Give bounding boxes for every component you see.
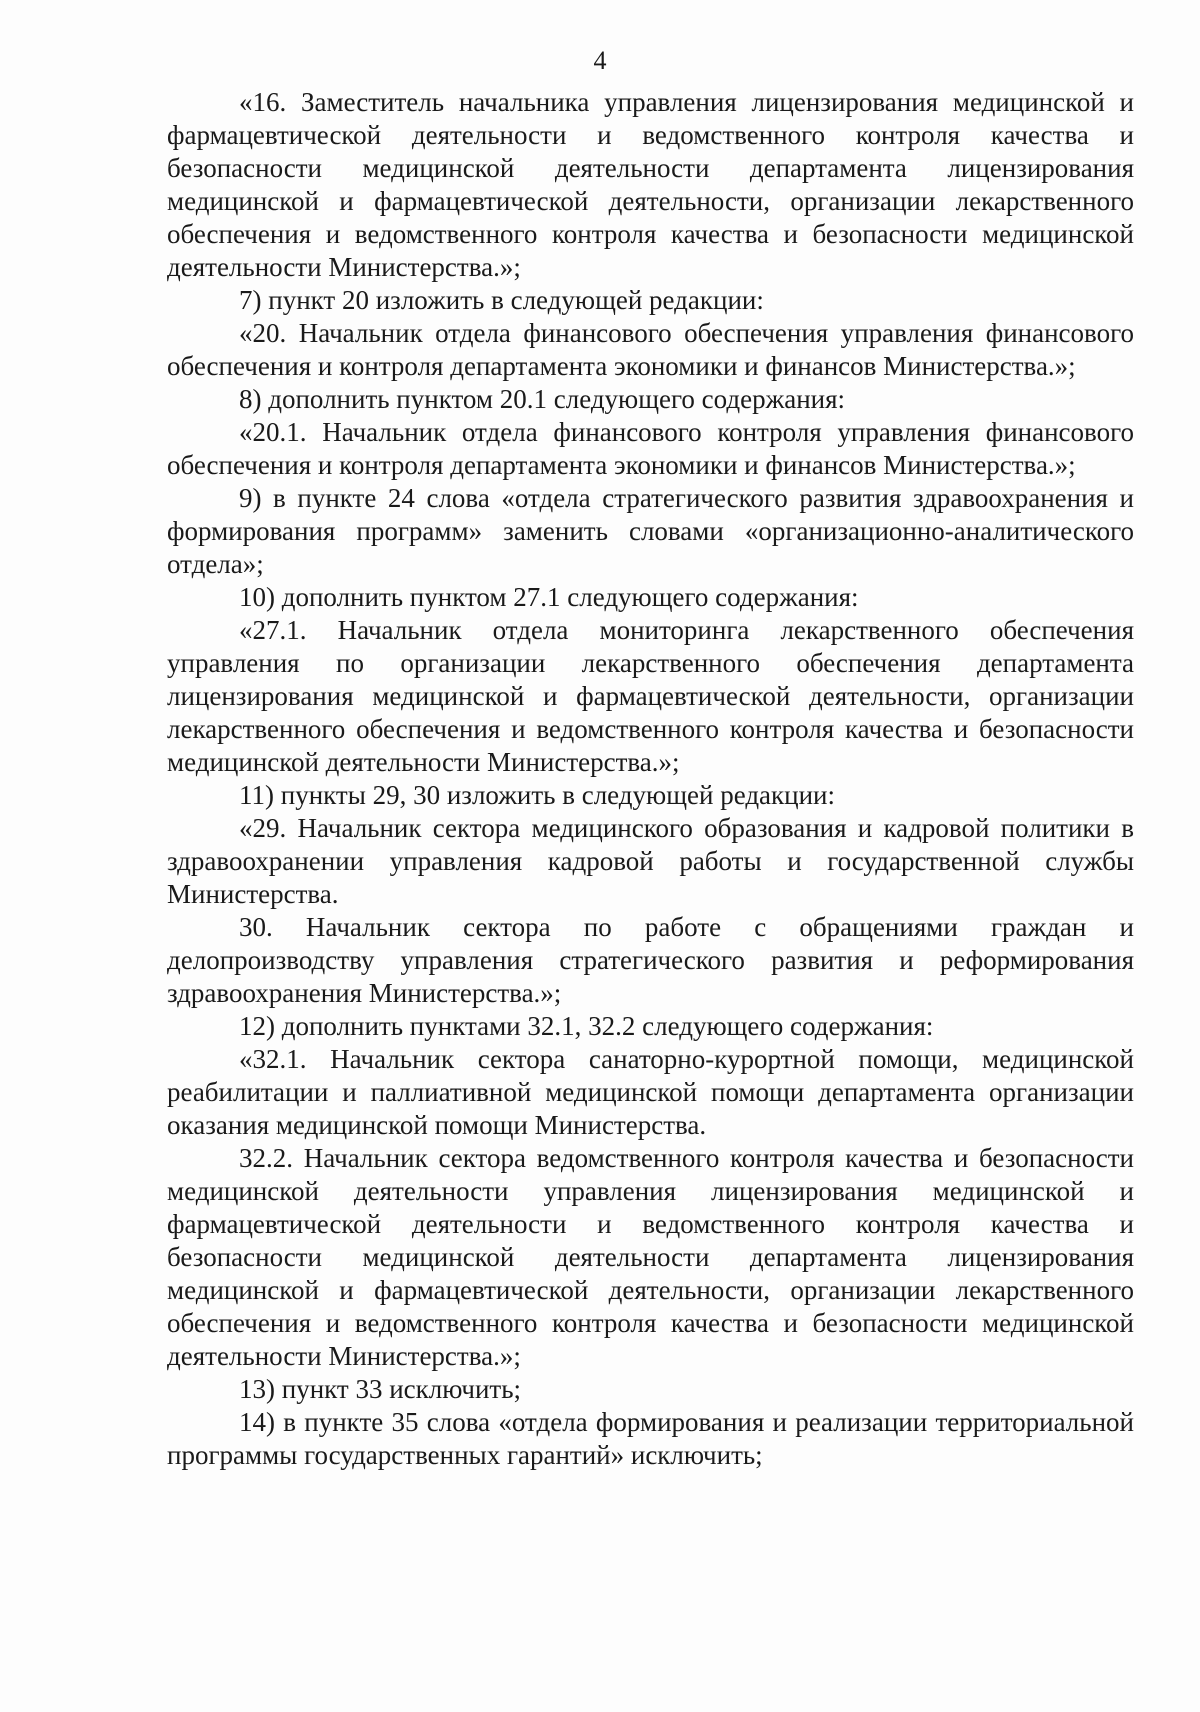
paragraph-subitem-13: 13) пункт 33 исключить; <box>239 1374 522 1404</box>
paragraph-item-32-1: «32.1. Начальник сектора санаторно-курортной помощи, медицинской реабилитации и паллиативной медицинской помощи департамента организации оказания медицинской помощи Министерства. <box>167 1044 1134 1140</box>
paragraph-subitem-7: 7) пункт 20 изложить в следующей редакции: <box>239 285 764 315</box>
paragraph-item-32-2: 32.2. Начальник сектора ведомственного контроля качества и безопасности медицинской деятельности управления лицензирования медицинской и фармацевтической деятельности и ведомственного контроля качества и безопасности медицинской деятельности департамента лицензирования медицинской и фармацевтической деятельности, организации лекарственного обеспечения и ведомственного контроля качества и безопасности медицинской деятельности Министерства.»; <box>167 1143 1134 1371</box>
paragraph-subitem-12: 12) дополнить пунктами 32.1, 32.2 следующего содержания: <box>239 1011 934 1041</box>
page-number: 4 <box>593 46 607 75</box>
paragraph-subitem-10: 10) дополнить пунктом 27.1 следующего содержания: <box>239 582 859 612</box>
paragraph-item-30: 30. Начальник сектора по работе с обращениями граждан и делопроизводству управления стратегического развития и реформирования здравоохранения Министерства.»; <box>167 912 1134 1008</box>
paragraph-subitem-11: 11) пункты 29, 30 изложить в следующей редакции: <box>239 780 836 810</box>
paragraph-item-20-1: «20.1. Начальник отдела финансового контроля управления финансового обеспечения и контроля департамента экономики и финансов Министерства.»; <box>167 417 1134 480</box>
paragraph-item-29: «29. Начальник сектора медицинского образования и кадровой политики в здравоохранении управления кадровой работы и государственной службы Министерства. <box>167 813 1134 909</box>
paragraph-item-27-1: «27.1. Начальник отдела мониторинга лекарственного обеспечения управления по организации лекарственного обеспечения департамента лицензирования медицинской и фармацевтической деятельности, организации лекарственного обеспечения и ведомственного контроля качества и безопасности медицинской деятельности Министерства.»; <box>167 615 1134 777</box>
paragraph-subitem-9: 9) в пункте 24 слова «отдела стратегического развития здравоохранения и формирования программ» заменить словами «организационно-аналитического отдела»; <box>167 483 1134 579</box>
document-body <box>167 86 1134 1472</box>
paragraph-subitem-8: 8) дополнить пунктом 20.1 следующего содержания: <box>239 384 846 414</box>
paragraph-item-16: «16. Заместитель начальника управления лицензирования медицинской и фармацевтической деятельности и ведомственного контроля качества и безопасности медицинской деятельности департамента лицензирования медицинской и фармацевтической деятельности, организации лекарственного обеспечения и ведомственного контроля качества и безопасности медицинской деятельности Министерства.»; <box>167 87 1134 282</box>
paragraph-subitem-14: 14) в пункте 35 слова «отдела формирования и реализации территориальной программы государственных гарантий» исключить; <box>167 1407 1134 1470</box>
paragraph-item-20: «20. Начальник отдела финансового обеспечения управления финансового обеспечения и контроля департамента экономики и финансов Министерства.»; <box>167 318 1134 381</box>
